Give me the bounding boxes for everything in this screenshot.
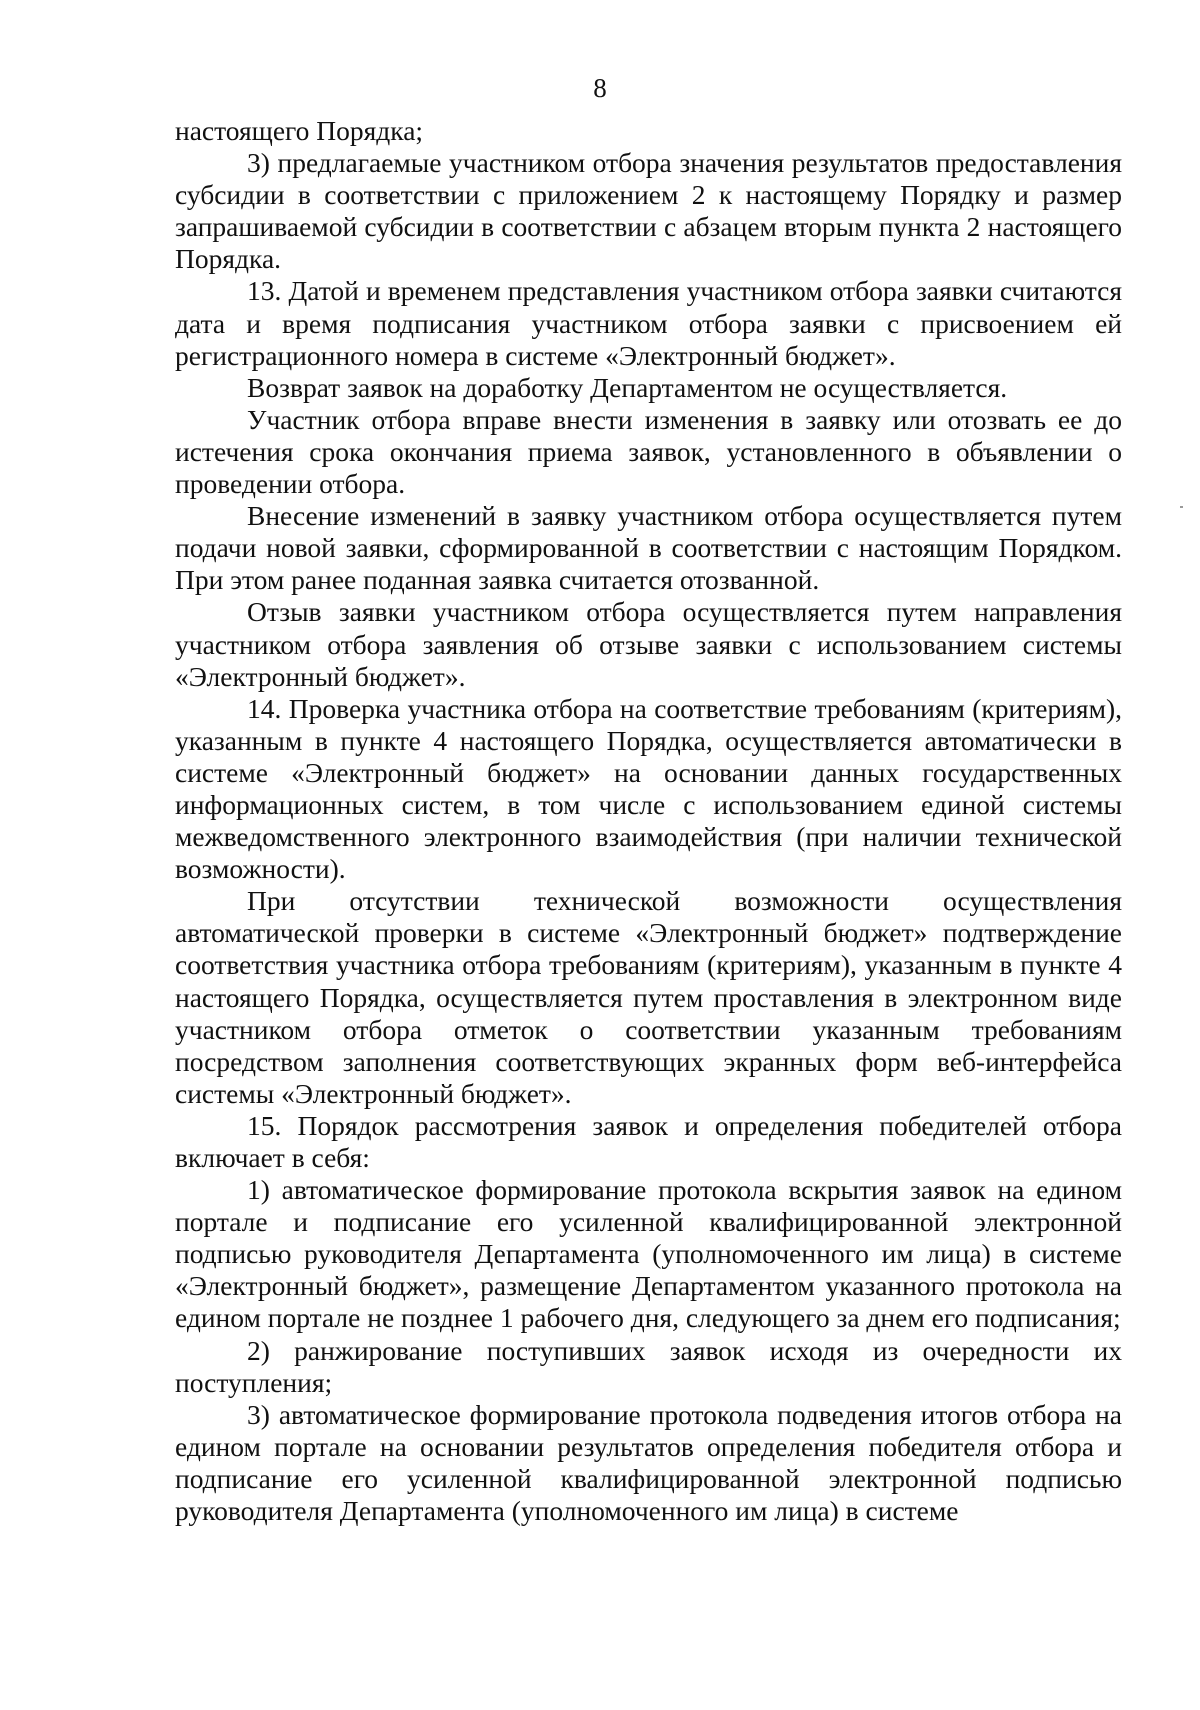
- scan-speck: [1180, 506, 1183, 508]
- paragraph-15-item-2: 2) ранжирование поступивших заявок исходя из очередности их поступления;: [175, 1334, 1122, 1398]
- paragraph-item-3-values: 3) предлагаемые участником отбора значения результатов предоставления субсидии в соответствии с приложением 2 к настоящему Порядку и размер запрашиваемой субсидии в соответствии с абзацем вторым пункта 2 настоящего Порядка.: [175, 147, 1122, 275]
- document-body: [175, 115, 1122, 1527]
- paragraph-continuation: настоящего Порядка;: [175, 115, 424, 146]
- paragraph-13-submission-date: 13. Датой и временем представления участником отбора заявки считаются дата и время подписания участником отбора заявки с присвоением ей регистрационного номера в системе «Электронный бюджет».: [175, 275, 1122, 371]
- paragraph-manual-verification: При отсутствии технической возможности осуществления автоматической проверки в системе «Электронный бюджет» подтверждение соответствия участника отбора требованиям (критериям), указанным в пункте 4 настоящего Порядка, осуществляется путем проставления в электронном виде участником отбора отметок о соответствии указанным требованиям посредством заполнения соответствующих экранных форм веб-интерфейса системы «Электронный бюджет».: [175, 885, 1122, 1109]
- paragraph-14-verification: 14. Проверка участника отбора на соответствие требованиям (критериям), указанным в пункте 4 настоящего Порядка, осуществляется автоматически в системе «Электронный бюджет» на основании данных государственных информационных систем, в том числе с использованием единой системы межведомственного электронного взаимодействия (при наличии технической возможности).: [175, 692, 1122, 885]
- paragraph-amendment-procedure: Внесение изменений в заявку участником отбора осуществляется путем подачи новой заявки, сформированной в соответствии с настоящим Порядком. При этом ранее поданная заявка считается отозванной.: [175, 500, 1122, 596]
- page-number: 8: [593, 73, 607, 103]
- paragraph-withdrawal-procedure: Отзыв заявки участником отбора осуществляется путем направления участником отбора заявления об отзыве заявки с использованием системы «Электронный бюджет».: [175, 596, 1122, 692]
- paragraph-15-review-procedure: 15. Порядок рассмотрения заявок и определения победителей отбора включает в себя:: [175, 1109, 1122, 1173]
- paragraph-amend-or-withdraw: Участник отбора вправе внести изменения в заявку или отозвать ее до истечения срока окончания приема заявок, установленного в объявлении о проведении отбора.: [175, 403, 1122, 500]
- paragraph-no-return: Возврат заявок на доработку Департаментом не осуществляется.: [247, 371, 1008, 403]
- paragraph-15-item-3: 3) автоматическое формирование протокола подведения итогов отбора на едином портале на основании результатов определения победителя отбора и подписание его усиленной квалифицированной электронной подписью руководителя Департамента (уполномоченного им лица) в системе: [175, 1398, 1122, 1527]
- paragraph-15-item-1: 1) автоматическое формирование протокола вскрытия заявок на едином портале и подписание его усиленной квалифицированной электронной подписью руководителя Департамента (уполномоченного им лица) в системе «Электронный бюджет», размещение Департаментом указанного протокола на едином портале не позднее 1 рабочего дня, следующего за днем его подписания;: [175, 1174, 1122, 1334]
